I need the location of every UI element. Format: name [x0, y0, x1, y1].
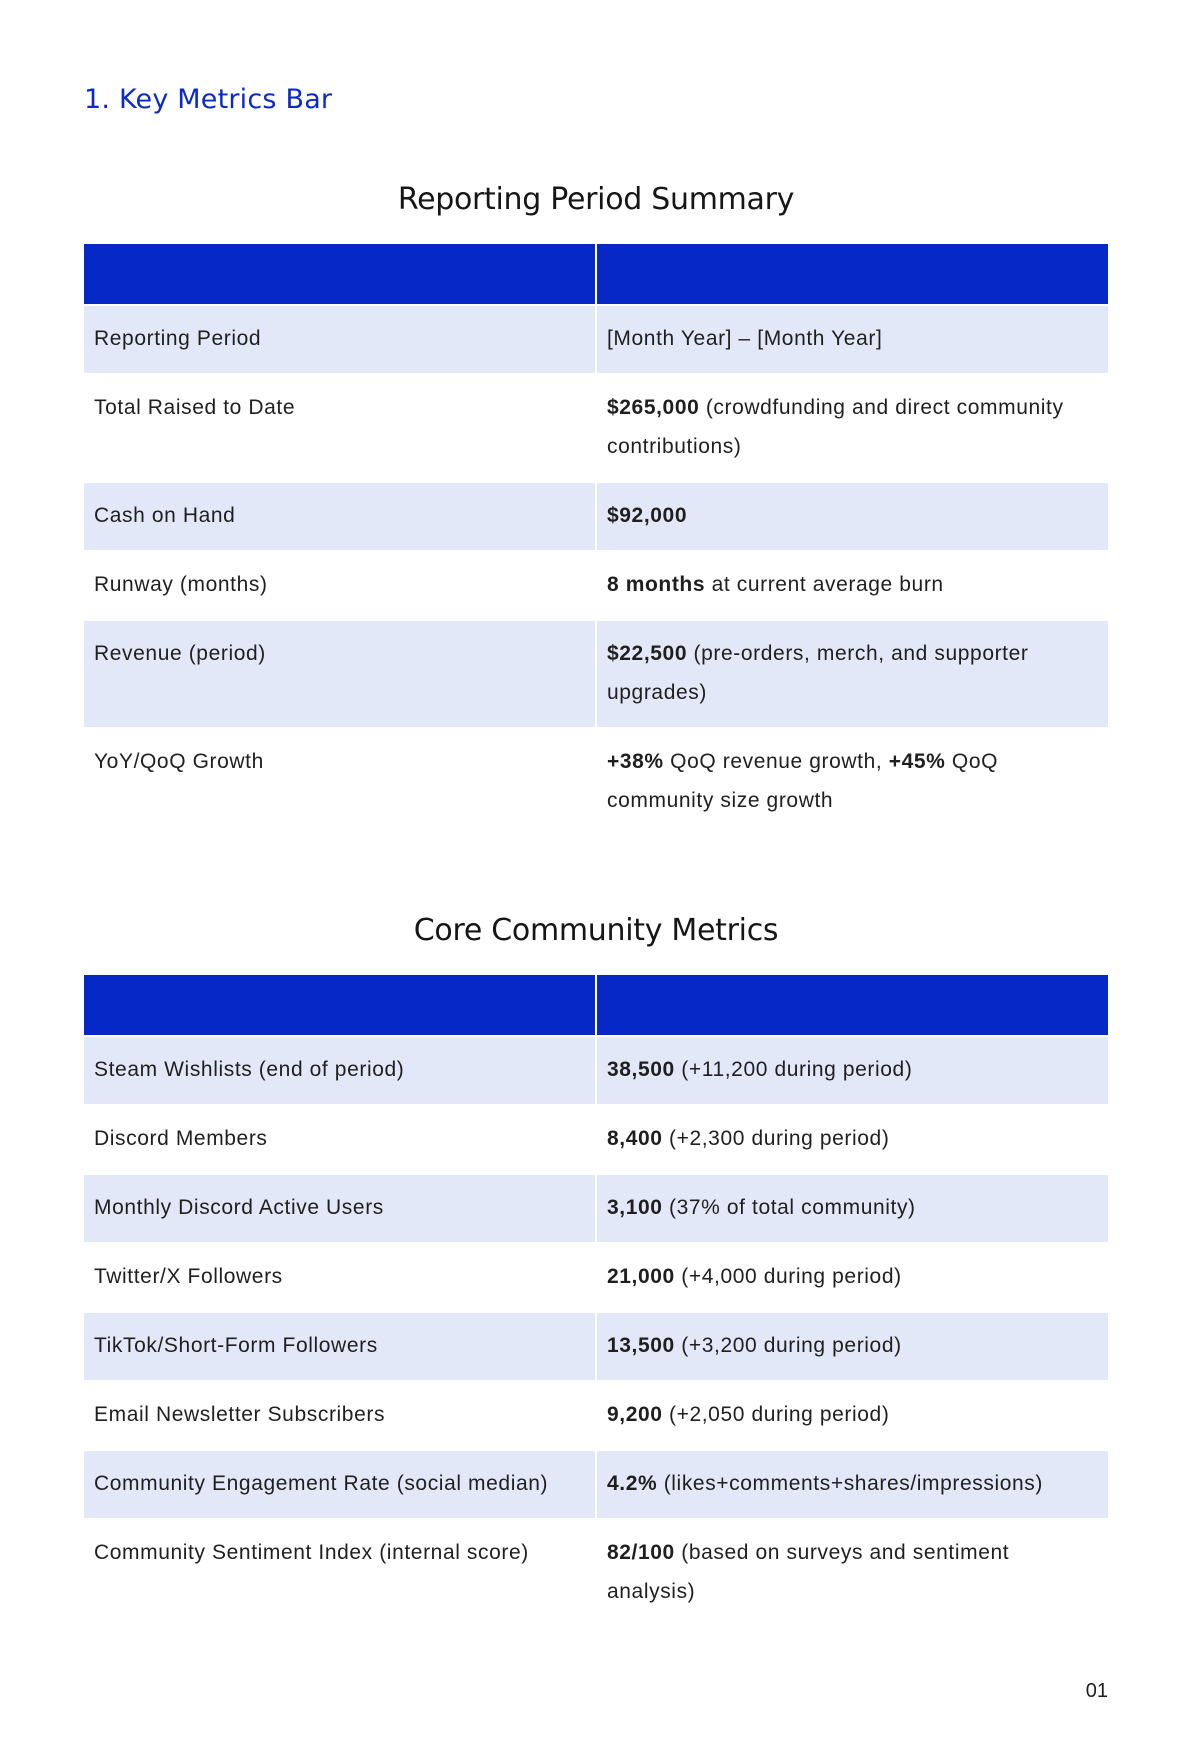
- metric-value-detail: [Month Year] – [Month Year]: [607, 327, 883, 350]
- metric-value-strong: $92,000: [607, 504, 688, 527]
- metric-value-strong: 21,000: [607, 1265, 675, 1288]
- header-cell: [596, 244, 1108, 305]
- metric-label: TikTok/Short-Form Followers: [84, 1312, 596, 1381]
- metric-value-strong: 8 months: [607, 573, 706, 596]
- table-row: [84, 728, 1108, 835]
- table-row: [84, 305, 1108, 374]
- metric-value-strong: 8,400: [607, 1127, 663, 1150]
- table-header-bar: [84, 975, 1108, 1036]
- header-cell: [84, 244, 596, 305]
- metric-value: [596, 728, 1108, 835]
- table-row: [84, 1519, 1108, 1626]
- metric-value: [596, 482, 1108, 551]
- metric-value-strong: +38%: [607, 750, 664, 773]
- table-row: [84, 1312, 1108, 1381]
- community-metrics-table: [84, 975, 1108, 1626]
- metric-label: Total Raised to Date: [84, 374, 596, 482]
- metric-value: [596, 305, 1108, 374]
- metric-label: YoY/QoQ Growth: [84, 728, 596, 835]
- metric-value-strong: 9,200: [607, 1403, 663, 1426]
- page-number: 01: [1085, 1680, 1108, 1702]
- table-row: [84, 1105, 1108, 1174]
- section-heading: 1. Key Metrics Bar: [84, 84, 333, 115]
- table-row: [84, 551, 1108, 620]
- metric-value: [596, 1312, 1108, 1381]
- metric-label: Community Engagement Rate (social median): [84, 1450, 596, 1519]
- table-row: [84, 374, 1108, 482]
- community-metrics-title: Core Community Metrics: [413, 913, 779, 948]
- metric-value-detail: (+11,200 during period): [674, 1058, 913, 1081]
- metric-value: [596, 1243, 1108, 1312]
- table-row: [84, 1174, 1108, 1243]
- metric-value-strong: 13,500: [607, 1334, 675, 1357]
- metric-value: [596, 551, 1108, 620]
- metric-value: [596, 1450, 1108, 1519]
- metric-value-strong: 4.2%: [607, 1472, 658, 1495]
- reporting-summary-table: [84, 244, 1108, 835]
- metric-value-detail: (crowdfunding and direct community contributions): [607, 396, 1064, 458]
- metric-value-detail: (pre-orders, merch, and supporter upgrades): [607, 642, 1029, 704]
- metric-label: Steam Wishlists (end of period): [84, 1036, 596, 1105]
- table-row: [84, 482, 1108, 551]
- metric-value: [596, 1036, 1108, 1105]
- metric-value-detail: (likes+comments+shares/impressions): [657, 1472, 1043, 1495]
- metric-value-strong: 82/100: [607, 1541, 675, 1564]
- reporting-summary-title: Reporting Period Summary: [397, 182, 795, 217]
- metric-label: Email Newsletter Subscribers: [84, 1381, 596, 1450]
- metric-value-detail: QoQ revenue growth,: [663, 750, 889, 773]
- table-row: [84, 1036, 1108, 1105]
- header-cell: [84, 975, 596, 1036]
- metric-value-strong: 3,100: [607, 1196, 663, 1219]
- metric-value: [596, 1105, 1108, 1174]
- metric-value-detail: (+2,300 during period): [662, 1127, 890, 1150]
- metric-value: [596, 1381, 1108, 1450]
- metric-value-strong: 38,500: [607, 1058, 675, 1081]
- metric-label: Runway (months): [84, 551, 596, 620]
- table-row: [84, 1450, 1108, 1519]
- metric-value: [596, 1519, 1108, 1626]
- metric-label: Twitter/X Followers: [84, 1243, 596, 1312]
- metric-value-detail: (+4,000 during period): [674, 1265, 902, 1288]
- table-header-bar: [84, 244, 1108, 305]
- metric-value: [596, 620, 1108, 728]
- metric-value: [596, 374, 1108, 482]
- metric-value-detail: (37% of total community): [662, 1196, 916, 1219]
- metric-value-strong: $265,000: [607, 396, 700, 419]
- metric-label: Monthly Discord Active Users: [84, 1174, 596, 1243]
- metric-label: Community Sentiment Index (internal score): [84, 1519, 596, 1626]
- metric-value-strong: $22,500: [607, 642, 688, 665]
- metric-label: Discord Members: [84, 1105, 596, 1174]
- metric-value-strong: +45%: [888, 750, 946, 773]
- metric-value-detail: (+3,200 during period): [674, 1334, 902, 1357]
- metric-value-detail: at current average burn: [705, 573, 944, 596]
- metric-value-detail: (based on surveys and sentiment analysis): [607, 1541, 1010, 1603]
- table-row: [84, 620, 1108, 728]
- metric-label: Cash on Hand: [84, 482, 596, 551]
- header-cell: [596, 975, 1108, 1036]
- metric-value-detail: QoQ community size growth: [607, 750, 999, 812]
- metric-label: Revenue (period): [84, 620, 596, 728]
- metric-label: Reporting Period: [84, 305, 596, 374]
- table-row: [84, 1381, 1108, 1450]
- metric-value-detail: (+2,050 during period): [662, 1403, 890, 1426]
- table-row: [84, 1243, 1108, 1312]
- metric-value: [596, 1174, 1108, 1243]
